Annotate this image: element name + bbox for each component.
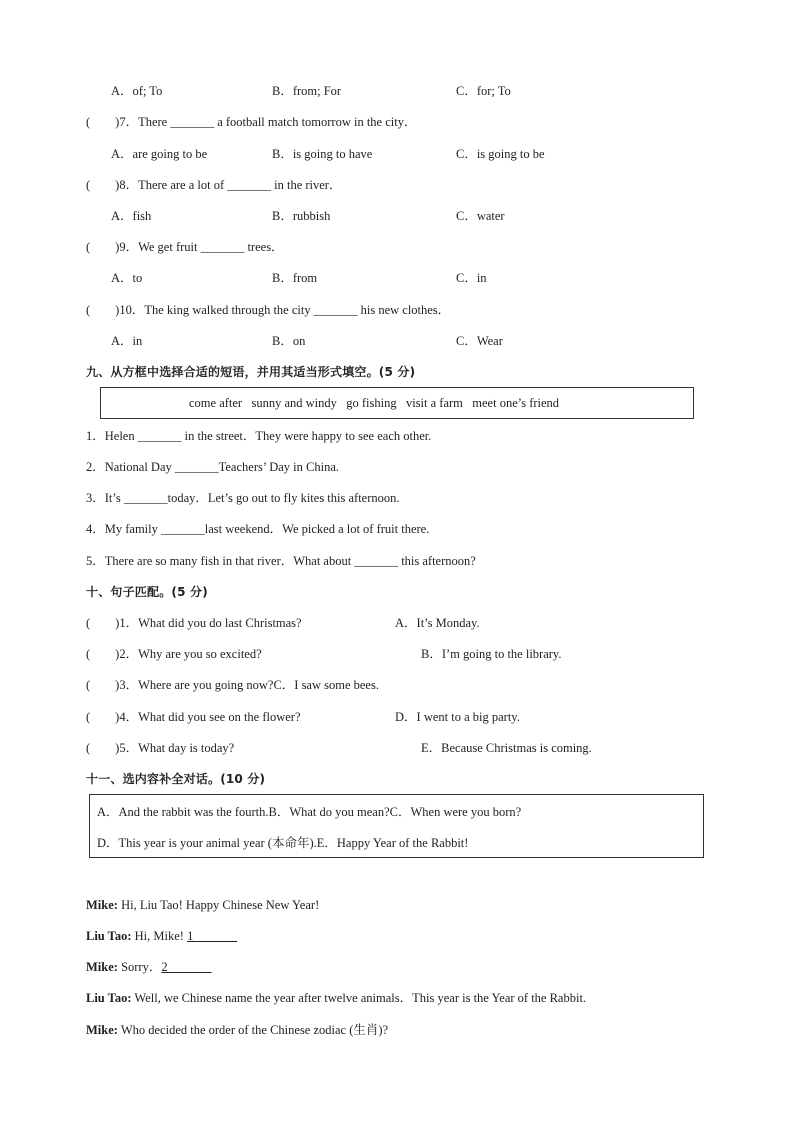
dialogue-text: Hi, Mike! [131, 929, 188, 943]
q9-option-c: C．in [456, 271, 487, 285]
match-question-5: ( )5．What day is today? [86, 741, 235, 755]
dialogue-line [86, 990, 586, 1006]
q9-option-b: B．from [272, 271, 318, 285]
section11-option-box [89, 794, 704, 858]
section11-box-line-1: A．And the rabbit was the fourth.B．What do you mean?C．When were you born? [97, 805, 522, 819]
dialogue-blank-1: 1_______ [187, 929, 238, 943]
q10-option-a: A．in [111, 334, 143, 348]
match-question-4: ( )4．What did you see on the flower? [86, 710, 301, 724]
match-row [0, 677, 794, 693]
section11-heading: 十一、选内容补全对话。(10 分) [86, 772, 266, 786]
q10-option-b: B．on [272, 334, 306, 348]
dialogue-text: Sorry． [117, 960, 162, 974]
q8-stem: ( )8．There are a lot of _______ in the river． [86, 178, 342, 192]
match-row [0, 615, 794, 631]
q7-option-a: A．are going to be [111, 147, 208, 161]
section9-item-5: 5．There are so many fish in that river．What about _______ this afternoon? [86, 554, 476, 568]
q6-option-c: C．for; To [456, 84, 511, 98]
section9-item-3: 3．It’s _______today．Let’s go out to fly kites this afternoon. [86, 491, 400, 505]
q9-option-a: A．to [111, 271, 143, 285]
q7-stem: ( )7．There _______ a football match tomorrow in the city． [86, 115, 417, 129]
q6-options [0, 83, 794, 99]
q9-options [0, 270, 794, 286]
section9-item-1: 1．Helen _______ in the street．They were happy to see each other. [86, 429, 432, 443]
section11-box-line-2: D．This year is your animal year (本命年).E．Happy Year of the Rabbit! [97, 836, 469, 850]
dialogue-speaker: Liu Tao: [86, 991, 132, 1005]
dialogue-text: Hi, Liu Tao! Happy Chinese New Year! [117, 898, 320, 912]
q9-stem: ( )9．We get fruit _______ trees． [86, 240, 284, 254]
match-answer-d: D．I went to a big party. [395, 710, 520, 724]
section9-item-4: 4．My family _______last weekend．We picked a lot of fruit there. [86, 522, 430, 536]
dialogue-speaker: Mike: [86, 898, 118, 912]
dialogue-line [86, 1022, 388, 1038]
q10-option-c: C．Wear [456, 334, 503, 348]
section9-phrases: come after sunny and windy go fishing visit a farm meet one’s friend [189, 396, 560, 410]
dialogue-line [86, 928, 237, 944]
match-row [0, 740, 794, 756]
q8-option-a: A．fish [111, 209, 152, 223]
match-row [0, 646, 794, 662]
dialogue-line [86, 897, 319, 913]
match-answer-a: A．It’s Monday. [395, 616, 480, 630]
q7-option-b: B．is going to have [272, 147, 373, 161]
section10-heading: 十、句子匹配。(5 分) [86, 585, 208, 599]
dialogue-speaker: Liu Tao: [86, 929, 132, 943]
q8-option-c: C．water [456, 209, 505, 223]
q10-stem: ( )10．The king walked through the city _______ his new clothes． [86, 303, 451, 317]
dialogue-speaker: Mike: [86, 1023, 118, 1037]
dialogue-text: Who decided the order of the Chinese zodiac (生肖)? [117, 1023, 389, 1037]
q8-options [0, 208, 794, 224]
match-answer-e: E．Because Christmas is coming. [421, 741, 592, 755]
dialogue-speaker: Mike: [86, 960, 118, 974]
section9-heading: 九、从方框中选择合适的短语，并用其适当形式填空。(5 分) [86, 365, 416, 379]
q6-option-a: A．of; To [111, 84, 163, 98]
match-question-3: ( )3．Where are you going now?C．I saw some bees. [86, 678, 379, 692]
match-question-2: ( )2．Why are you so excited? [86, 647, 262, 661]
q8-option-b: B．rubbish [272, 209, 331, 223]
section9-item-2: 2．National Day _______Teachers’ Day in China. [86, 460, 339, 474]
match-row [0, 709, 794, 725]
section9-phrase-box [100, 387, 694, 419]
dialogue-text: Well, we Chinese name the year after twelve animals．This year is the Year of the Rabbit. [131, 991, 587, 1005]
q7-option-c: C．is going to be [456, 147, 545, 161]
match-answer-b: B．I’m going to the library. [421, 647, 562, 661]
q10-options [0, 333, 794, 349]
dialogue-line [86, 959, 211, 975]
q7-options [0, 146, 794, 162]
match-question-1: ( )1．What did you do last Christmas? [86, 616, 302, 630]
dialogue-blank-2: 2_______ [161, 960, 212, 974]
q6-option-b: B．from; For [272, 84, 342, 98]
